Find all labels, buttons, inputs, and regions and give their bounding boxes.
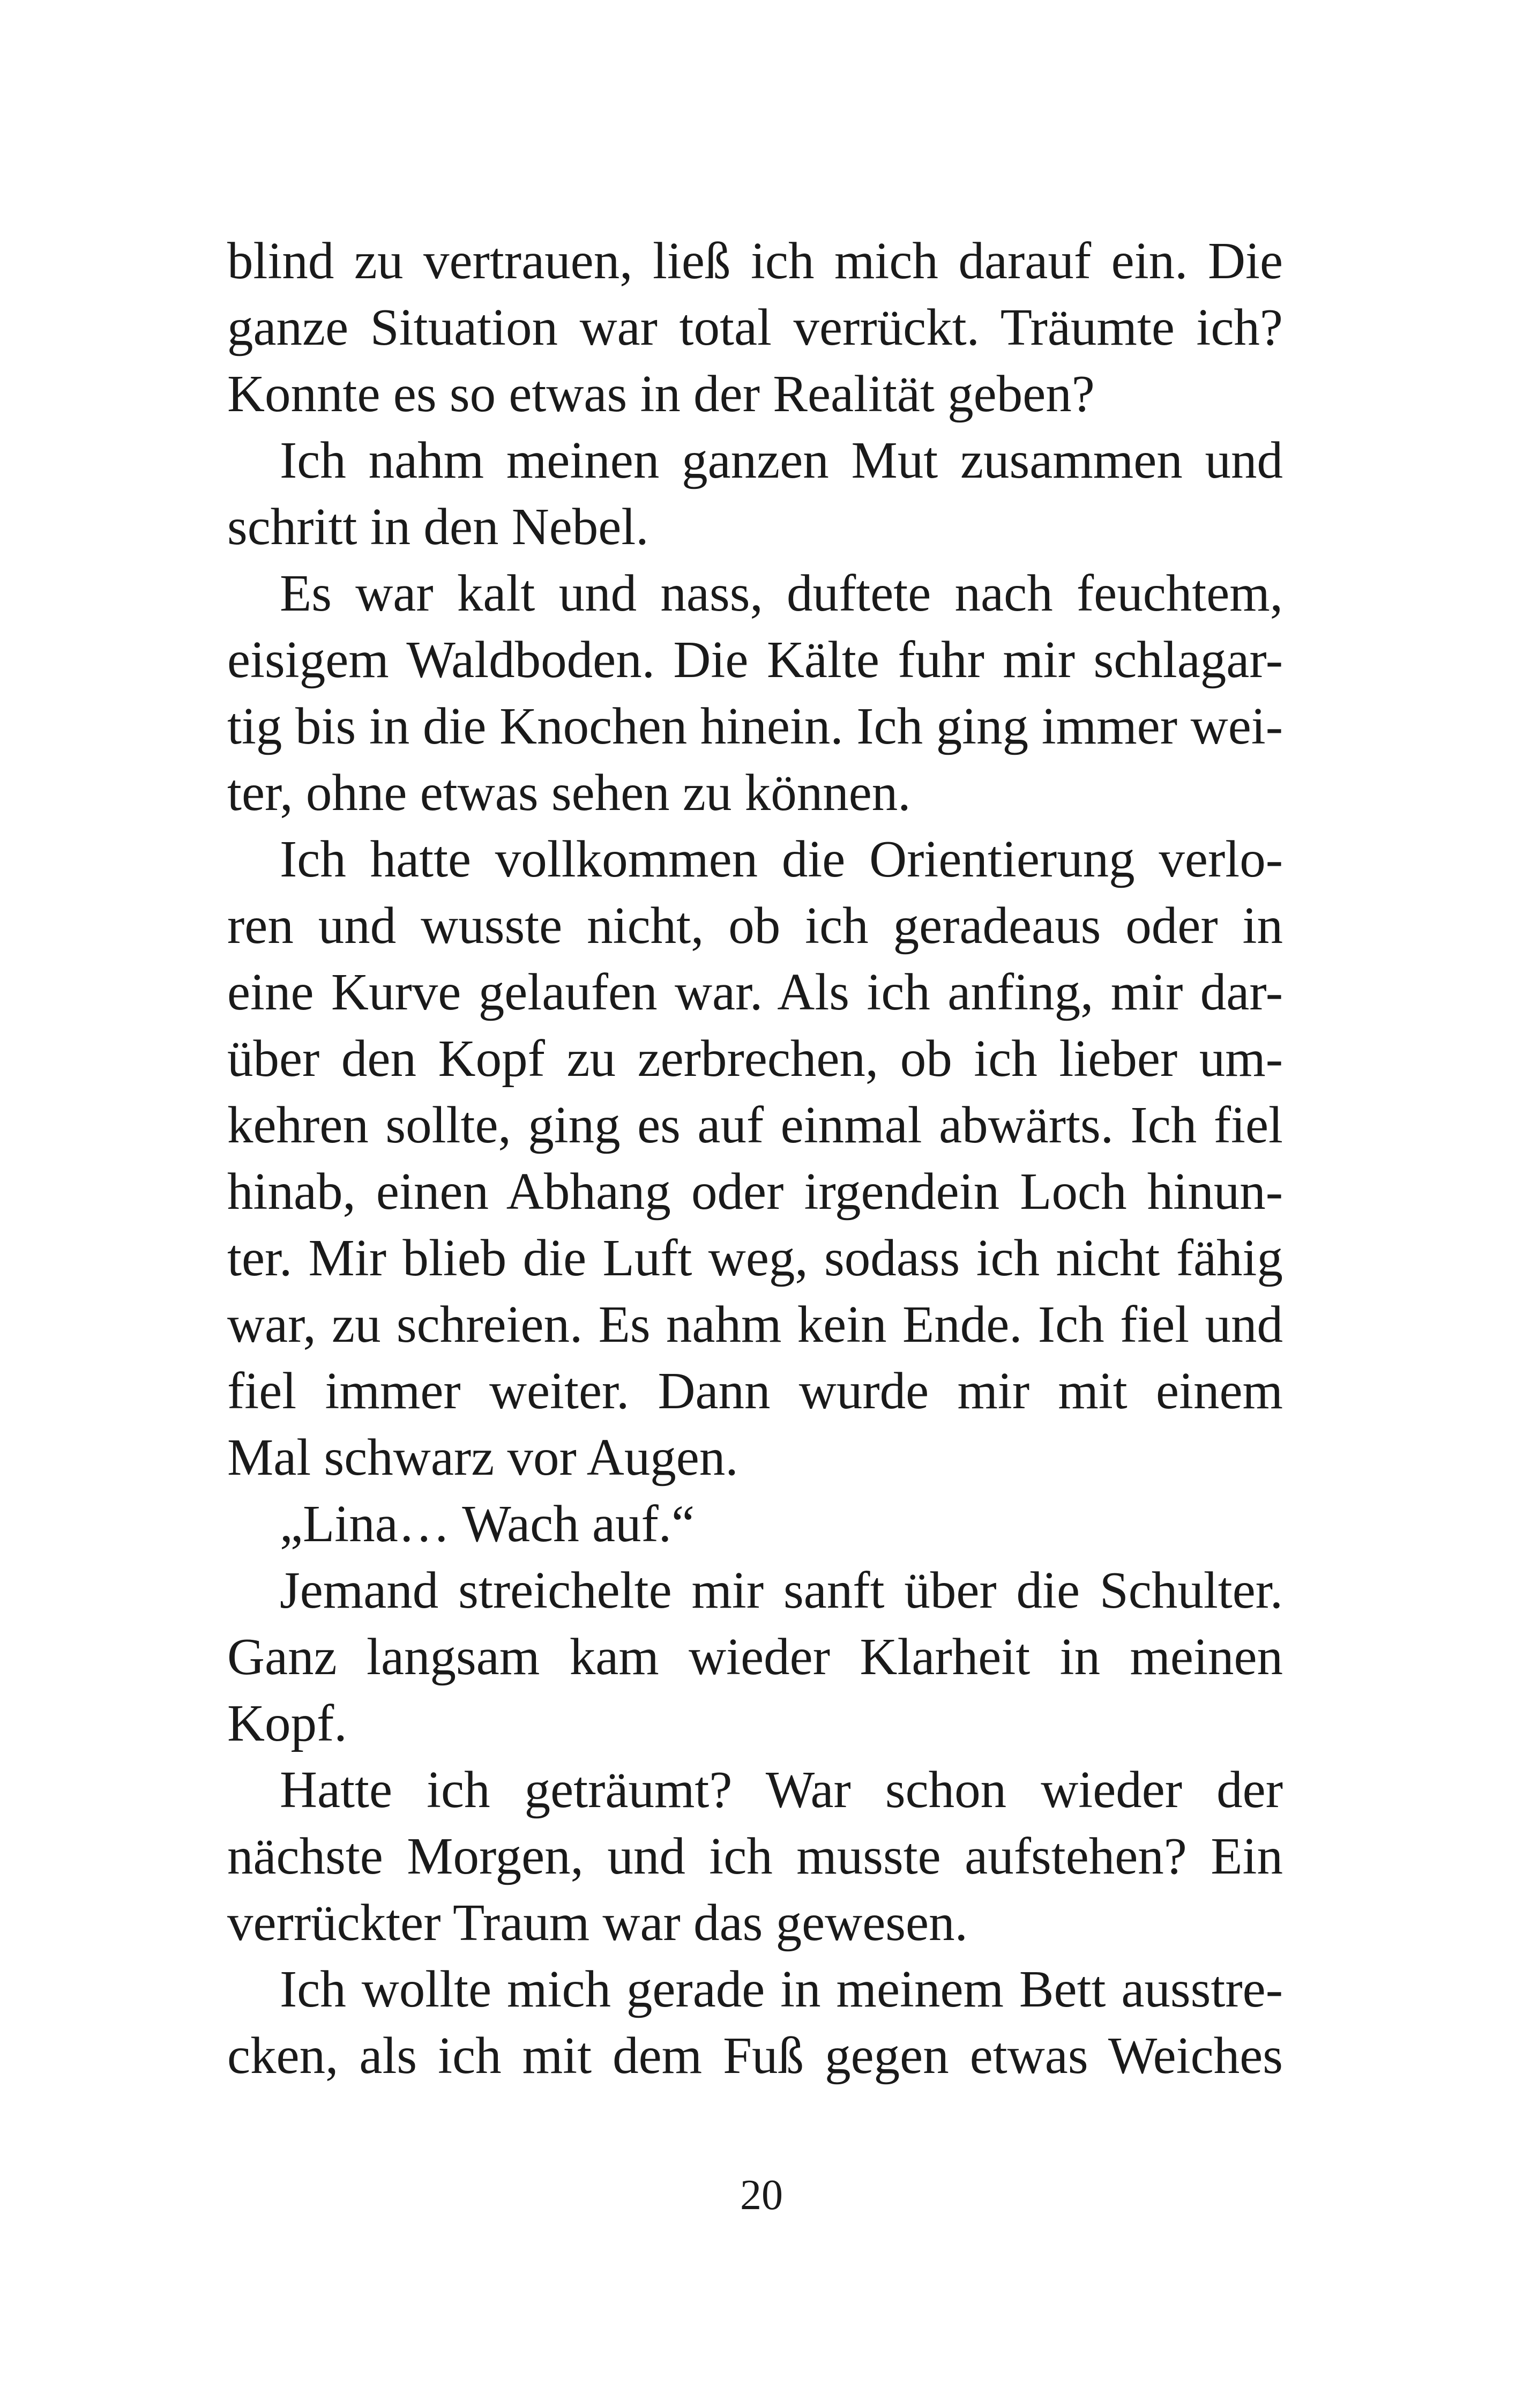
text-line: ter, ohne etwas sehen zu können. [227, 764, 911, 821]
text-line: hinab, einen Abhang oder irgendein Loch hinun- [227, 1163, 1283, 1220]
text-line: Ich hatte vollkommen die Orientierung verlo- [280, 830, 1283, 888]
text-line: Kopf. [227, 1694, 347, 1752]
body-text [227, 228, 1283, 2089]
text-line: cken, als ich mit dem Fuß gegen etwas Weiches [227, 2027, 1283, 2084]
text-line: Hatte ich geträumt? War schon wieder der [280, 1761, 1283, 1818]
text-line: tig bis in die Knochen hinein. Ich ging immer wei- [227, 697, 1283, 755]
text-line: fiel immer weiter. Dann wurde mir mit einem [227, 1362, 1283, 1419]
text-line: war, zu schreien. Es nahm kein Ende. Ich fiel und [227, 1296, 1283, 1353]
text-line: Ganz langsam kam wieder Klarheit in meinen [227, 1628, 1283, 1685]
text-line: Es war kalt und nass, duftete nach feuchtem, [280, 564, 1283, 622]
text-line: blind zu vertrauen, ließ ich mich darauf ein. Die [227, 232, 1283, 289]
page-number: 20 [740, 2172, 783, 2219]
text-line: ren und wusste nicht, ob ich geradeaus oder in [227, 897, 1283, 954]
text-line: schritt in den Nebel. [227, 498, 649, 555]
text-line: Mal schwarz vor Augen. [227, 1429, 738, 1486]
text-line: über den Kopf zu zerbrechen, ob ich lieber um- [227, 1030, 1283, 1087]
text-line: eine Kurve gelaufen war. Als ich anfing, mir dar- [227, 963, 1283, 1021]
text-line: Jemand streichelte mir sanft über die Schulter. [280, 1562, 1283, 1619]
text-line: Konnte es so etwas in der Realität geben? [227, 365, 1095, 422]
text-line: „Lina… Wach auf.“ [280, 1495, 695, 1552]
text-line: nächste Morgen, und ich musste aufstehen? Ein [227, 1827, 1283, 1885]
text-line: kehren sollte, ging es auf einmal abwärts. Ich fiel [227, 1096, 1283, 1154]
text-line: Ich wollte mich gerade in meinem Bett ausstre- [280, 1960, 1283, 2018]
text-line: Ich nahm meinen ganzen Mut zusammen und [280, 432, 1283, 489]
text-line: ter. Mir blieb die Luft weg, sodass ich nicht fähig [227, 1229, 1283, 1287]
text-line: eisigem Waldboden. Die Kälte fuhr mir schlagar- [227, 631, 1283, 688]
text-line: verrückter Traum war das gewesen. [227, 1894, 968, 1951]
text-line: ganze Situation war total verrückt. Träumte ich? [227, 299, 1283, 356]
